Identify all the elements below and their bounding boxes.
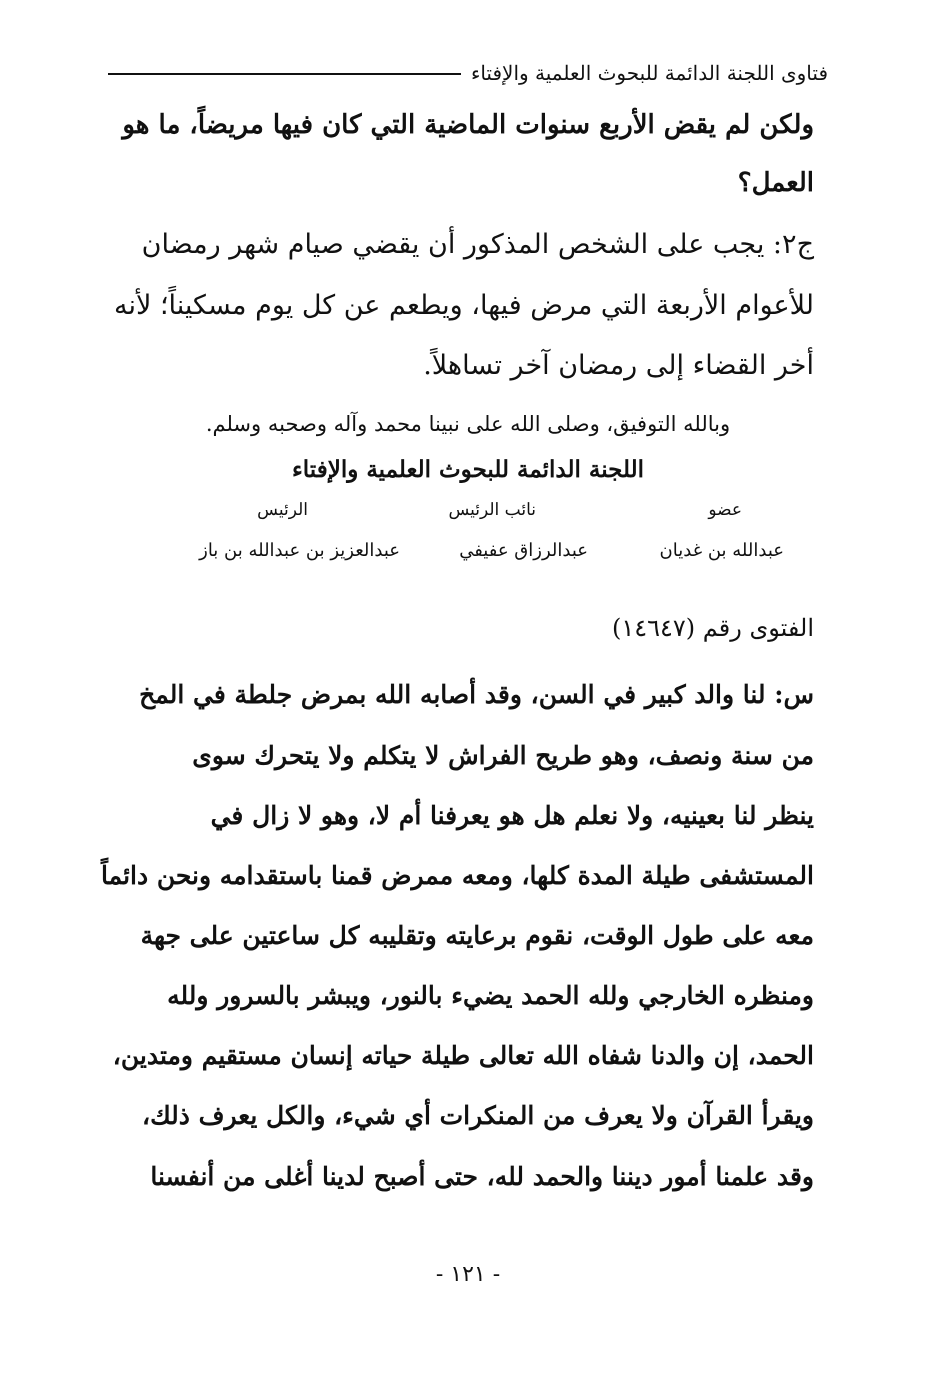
answer-line: للأعوام الأربعة التي مرض فيها، ويطعم عن كل يوم مسكيناً؛ لأنه xyxy=(113,290,814,321)
question2-line: ينظر لنا بعينيه، ولا نعلم هل هو يعرفنا أم لا، وهو لا زال في xyxy=(210,801,814,830)
question2-line: الحمد، إن والدنا شفاه الله تعالى طيلة حياته إنسان مستقيم ومتدين، xyxy=(112,1041,814,1070)
header-rule xyxy=(108,73,461,75)
question2-line: ومنظره الخارجي ولله الحمد يضيء بالنور، ويبشر بالسرور ولله xyxy=(167,981,814,1010)
question2-line: س: لنا والد كبير في السن، وقد أصابه الله بمرض جلطة في المخ xyxy=(139,680,814,709)
signatory-role: الرئيس xyxy=(257,500,308,520)
running-header xyxy=(108,56,828,90)
answer-line: ج٢: يجب على الشخص المذكور أن يقضي صيام شهر رمضان xyxy=(141,229,814,260)
question2-line: من سنة ونصف، وهو طريح الفراش لا يتكلم ولا يتحرك سوى xyxy=(192,741,814,770)
fatwa-number: الفتوى رقم (١٤٦٤٧) xyxy=(611,614,814,642)
closing-line: وبالله التوفيق، وصلى الله على نبينا محمد وآله وصحبه وسلم. xyxy=(205,412,731,436)
question2-line: معه على طول الوقت، نقوم برعايته وتقليبه كل ساعتين على جهة xyxy=(140,921,814,950)
signatory-name: عبدالرزاق عفيفي xyxy=(459,540,588,561)
page-number: - ١٢١ - xyxy=(435,1262,501,1287)
answer-line: أخر القضاء إلى رمضان آخر تساهلاً. xyxy=(423,350,814,381)
signatory-role: عضو xyxy=(708,500,742,520)
running-title: فتاوى اللجنة الدائمة للبحوث العلمية والإفتاء xyxy=(470,61,828,85)
signatory-role: نائب الرئيس xyxy=(448,500,536,520)
question2-line: وقد علمنا أمور ديننا والحمد لله، حتى أصبح لدينا أغلى من أنفسنا xyxy=(150,1162,814,1191)
question1-line: ولكن لم يقض الأربع سنوات الماضية التي كان فيها مريضاً، ما هو xyxy=(122,110,814,140)
committee-name: اللجنة الدائمة للبحوث العلمية والإفتاء xyxy=(291,456,645,483)
signatory-name: عبدالله بن غديان xyxy=(659,540,784,561)
question1-line: العمل؟ xyxy=(737,168,814,198)
question2-line: ويقرأ القرآن ولا يعرف من المنكرات أي شيء، والكل يعرف ذلك، xyxy=(142,1101,814,1130)
signatory-name: عبدالعزيز بن عبدالله بن باز xyxy=(199,540,400,561)
question2-line: المستشفى طيلة المدة كلها، ومعه ممرض قمنا باستقدامه ونحن دائماً xyxy=(101,861,814,890)
